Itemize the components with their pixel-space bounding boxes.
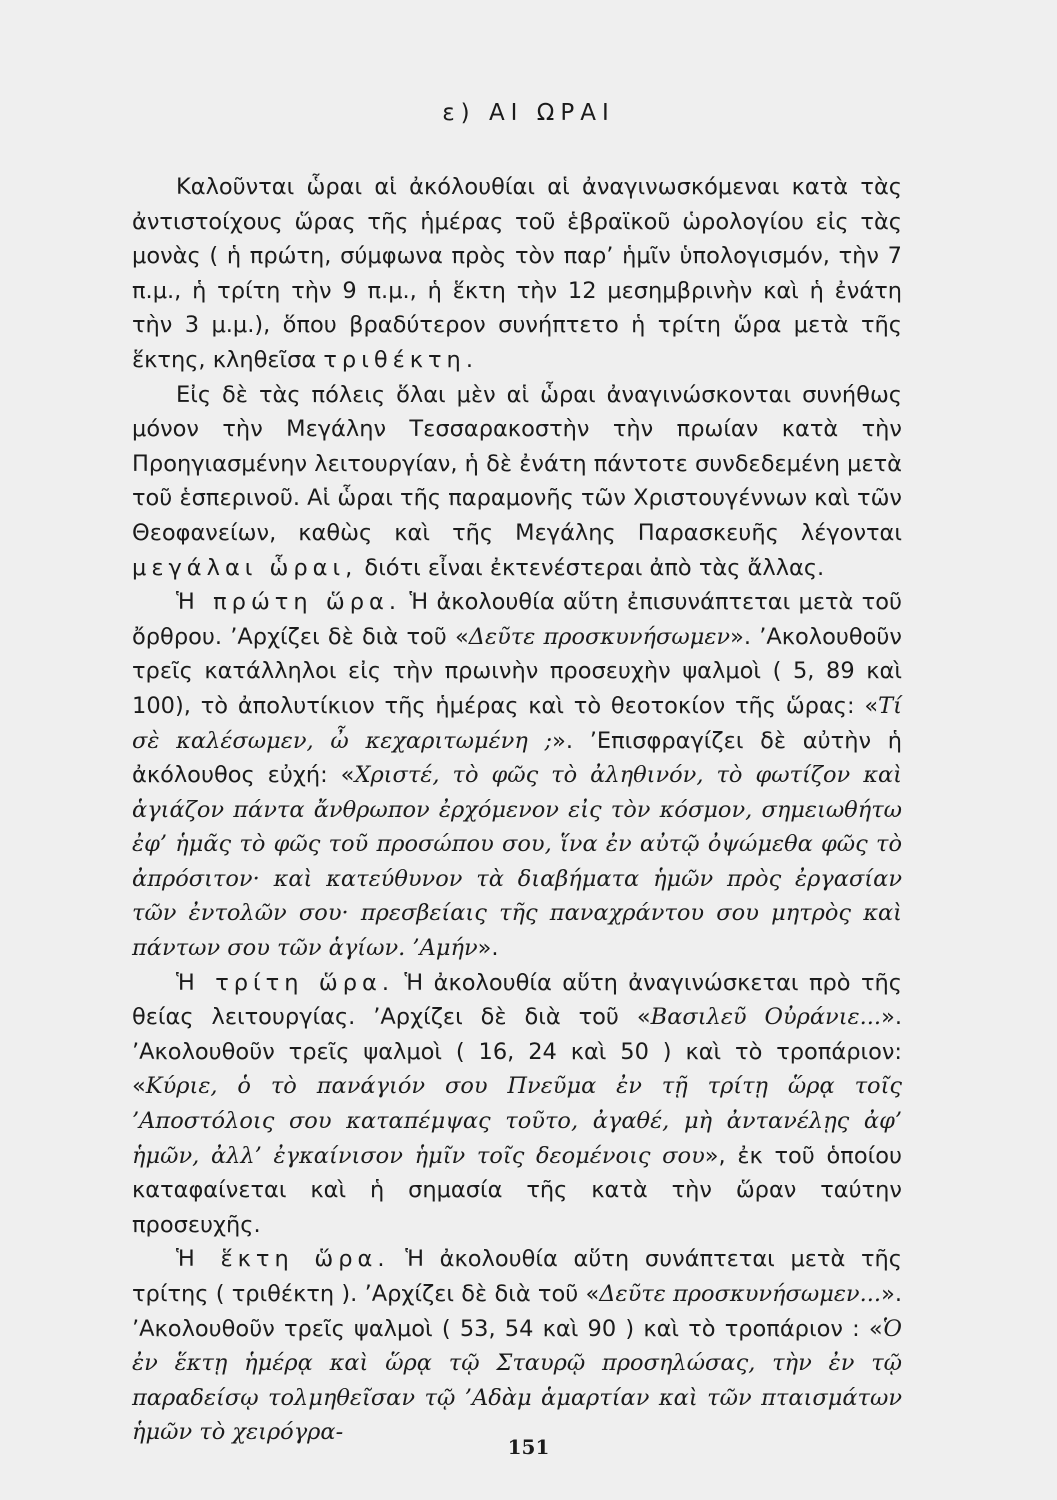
- p4-a: Ἡ ἀκολουθία αὕτη ἀναγινώσκεται πρὸ τῆς θείας λειτουργίας. ’Αρχίζει δὲ διὰ τοῦ «: [132, 969, 902, 1031]
- p1-text: Καλοῦνται ὧραι αἱ ἀκόλουθίαι αἱ ἀναγινωσκόμεναι κατὰ τὰς ἀντιστοίχους ὥρας τῆς ἡμέρας τοῦ ἑβραϊκοῦ ὡρολογίου εἰς τὰς μονὰς ( ἡ πρώτη, σύμφωνα πρὸς τὸν παρ’ ἡμῖν ὑπολογισμόν, τὴν 7 π.μ., ἡ τρίτη τὴν 9 π.μ., ἡ ἕκτη τὴν 12 μεσημβρινὴν καὶ ἡ ἐνάτη τὴν 3 μ.μ.), ὅπου βραδύτερον συνήπτετο ἡ τρίτη ὥρα μετὰ τῆς ἕκτης, κληθεῖσα: [132, 174, 902, 373]
- p5-a: Ἡ ἀκολουθία αὕτη συνάπτεται μετὰ τῆς τρίτης ( τριθέκτη ). ’Αρχίζει δὲ διὰ τοῦ «: [132, 1246, 902, 1307]
- p3-c: ». ’Επισφραγίζει δὲ αὐτὴν ἡ ἀκόλουθος εὐχή: «: [132, 727, 902, 789]
- p4-b: ». ’Ακολουθοῦν τρεῖς ψαλμοὶ ( 16, 24 καὶ 50 ) καὶ τὸ τροπάριον: «: [132, 1004, 903, 1100]
- section-heading: ε) ΑΙ ΩΡΑΙ: [442, 100, 615, 126]
- p2-spaced-term: μεγάλαι ὧραι,: [132, 554, 358, 581]
- paragraph-2: [132, 378, 902, 586]
- p5-b: ». ’Ακολουθοῦν τρεῖς ψαλμοὶ ( 53, 54 καὶ 90 ) καὶ τὸ τροπάριον : «: [132, 1281, 902, 1342]
- p1-end: .: [465, 346, 473, 373]
- p3-a: Ἡ ἀκολουθία αὕτη ἐπισυνάπτεται μετὰ τοῦ ὄρθρου. ’Αρχίζει δὲ διὰ τοῦ «: [132, 589, 903, 650]
- p1-spaced-term: τριθέκτη: [323, 346, 466, 373]
- p5-troparion: Ὁ ἐν ἕκτῃ ἡμέρᾳ καὶ ὥρᾳ τῷ Σταυρῷ προσηλώσας, τὴν ἐν τῷ παραδείσῳ τολμηθεῖσαν τῷ ’Αδὰμ ἁμαρτίαν καὶ τῶν πταισμάτων ἡμῶν τὸ χειρόγρα-: [132, 1315, 902, 1446]
- p4-quote-1: Βασιλεῦ Οὐράνιε...: [650, 1004, 882, 1031]
- p2-end: διότι εἶναι ἐκτενέστεραι ἀπὸ τὰς ἄλλας.: [364, 554, 825, 581]
- p2-text: Εἰς δὲ τὰς πόλεις ὅλαι μὲν αἱ ὧραι ἀναγινώσκονται συνήθως μόνον τὴν Μεγάλην Τεσσαρακοστὴν τὴν πρωίαν κατὰ τὴν Προηγιασμένην λειτουργίαν, ἡ δὲ ἐνάτη πάντοτε συνδεδεμένη μετὰ τοῦ ἑσπερινοῦ. Αἱ ὧραι τῆς παραμονῆς τῶν Χριστουγέννων καὶ τῶν Θεοφανείων, καθὼς καὶ τῆς Μεγάλης Παρασκευῆς λέγονται: [132, 381, 902, 546]
- paragraph-sixth-hour: [132, 1242, 902, 1450]
- page-number: 151: [507, 1435, 550, 1459]
- third-hour-title: Ἡ τρίτη ὥρα.: [176, 969, 394, 996]
- paragraph-1: [132, 170, 902, 378]
- p3-prayer: Χριστέ, τὸ φῶς τὸ ἀληθινόν, τὸ φωτίζον καὶ ἁγιάζον πάντα ἄνθρωπον ἐρχόμενον εἰς τὸν κόσμον, σημειωθήτω ἐφ’ ἡμᾶς τὸ φῶς τοῦ προσώπου σου, ἵνα ἐν αὐτῷ ὀψώμεθα φῶς τὸ ἀπρόσιτον· καὶ κατεύθυνον τὰ διαβήματα ἡμῶν πρὸς ἐργασίαν τῶν ἐντολῶν σου· πρεσβείαις τῆς παναχράντου σου μητρὸς καὶ πάντων σου τῶν ἁγίων. ’Αμήν: [132, 762, 902, 962]
- p4-c: », ἐκ τοῦ ὁποίου καταφαίνεται καὶ ἡ σημασία τῆς κατὰ τὴν ὥραν ταύτην προσευχῆς.: [132, 1142, 902, 1238]
- paragraph-first-hour: [132, 585, 902, 966]
- paragraph-third-hour: [132, 966, 902, 1243]
- page-body: [132, 170, 902, 1450]
- p4-troparion: Κύριε, ὁ τὸ πανάγιόν σου Πνεῦμα ἐν τῇ τρίτῃ ὥρᾳ τοῖς ’Αποστόλοις σου καταπέμψας τοῦτο, ἀγαθέ, μὴ ἀντανέλῃς ἀφ’ ἡμῶν, ἀλλ’ ἐγκαίνισον ἡμῖν τοῖς δεομένοις σου: [132, 1073, 902, 1169]
- p3-quote-1: Δεῦτε προσκυνήσωμεν: [468, 623, 731, 650]
- p3-b: ». ’Ακολουθοῦν τρεῖς κατάλληλοι εἰς τὴν πρωινὴν προσευχὴν ψαλμοὶ ( 5, 89 καὶ 100), τὸ ἀπολυτίκιον τῆς ἡμέρας καὶ τὸ θεοτοκίον τῆς ὥρας: «: [132, 623, 902, 719]
- first-hour-title: Ἡ πρώτη ὥρα.: [176, 589, 402, 616]
- p5-quote-1: Δεῦτε προσκυνήσωμεν...: [599, 1281, 882, 1307]
- p3-quote-2: Τί σὲ καλέσωμεν, ὦ κεχαριτωμένη ;: [132, 692, 902, 754]
- p3-d: ».: [477, 935, 499, 962]
- sixth-hour-title: Ἡ ἕκτη ὥρα.: [176, 1246, 390, 1273]
